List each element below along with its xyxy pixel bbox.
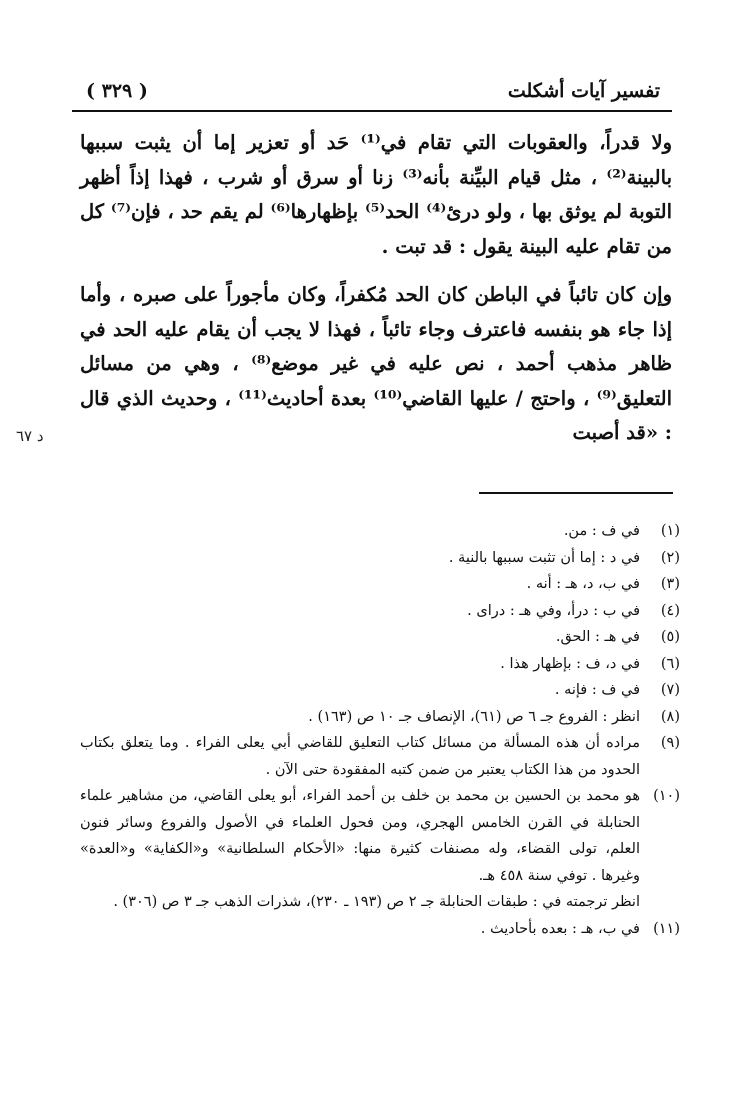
footnote-text: في ب، د، هـ : أنه . (526, 576, 640, 592)
footnote-text: في ف : من. (563, 523, 640, 539)
footnote-11 (80, 916, 680, 943)
footnote-text: في ب : درأ، وفي هـ : دراى . (467, 602, 640, 619)
footnote-1 (80, 518, 680, 545)
footnote-number: (٧) (660, 682, 680, 698)
footnote-4 (80, 598, 680, 625)
footnote-number: (١١) (653, 920, 680, 937)
book-title: تفسير آيات أشكلت (507, 80, 660, 102)
footnote-number: (٥) (660, 629, 680, 645)
footnote-number: (٤) (660, 602, 680, 619)
footnote-number: (٦) (660, 655, 680, 672)
paragraph-1: ولا قدراً، والعقوبات التي تقام في⁽¹⁾ حَد أو تعزير إما أن يثبت سببها بالبينة⁽²⁾ ، مثل قيام البيِّنة بأنه⁽³⁾ زنا أو سرق أو شرب ، فهذا إذاً أظهر التوبة لم يوثق بها ، ولو درئ⁽⁴⁾ الحد⁽⁵⁾ بإظهارها⁽⁶⁾ لم يقم حد ، فإن⁽⁷⁾ كل من تقام عليه البينة يقول : قد تبت . (80, 131, 672, 258)
footnote-separator (479, 492, 673, 494)
page-number: ( ٣٢٩ ) (86, 80, 148, 102)
footnote-9 (80, 730, 680, 783)
footnote-8 (80, 704, 680, 731)
footnote-text: انظر ترجمته في : طبقات الحنابلة جـ ٢ ص (١٩٣ ـ ٢٣٠)، شذرات الذهب جـ ٣ ص (٣٠٦) . (113, 894, 640, 910)
footnote-number: (٣) (660, 576, 680, 592)
footnote-text: هو محمد بن الحسين بن محمد بن خلف بن أحمد الفراء، أبو يعلى القاضي، من مشاهير علماء الحنابلة في القرن الخامس الهجري، ومن فحول العلماء في الأصول والفروع وسائر فنون العلم، تولى القضاء، وله مصنفات كثيرة منها: «الأحكام السلطانية» و«الكفاية» و«العدة» وغيرها . توفي سنة ٤٥٨ هـ. (80, 788, 640, 884)
paragraph-2: وإن كان تائباً في الباطن كان الحد مُكفراً، وكان مأجوراً على صبره ، وأما إذا جاء هو بنفسه فاعترف وجاء تائباً ، فهذا لا يجب أن يقام عليه الحد في ظاهر مذهب أحمد ، نص عليه في غير موضع⁽⁸⁾ ، وهي من مسائل التعليق⁽⁹⁾ ، واحتج / عليها القاضي⁽¹⁰⁾ بعدة أحاديث⁽¹¹⁾ ، وحديث الذي قال : «قد أصبت (80, 283, 673, 444)
footnote-text: في د : إما أن تثبت سببها بالنية . (448, 549, 640, 566)
running-header (72, 72, 672, 112)
footnote-10 (80, 783, 680, 889)
footnote-number (640, 889, 680, 916)
footnote-6 (80, 651, 680, 678)
footnote-text: مراده أن هذه المسألة من مسائل كتاب التعليق للقاضي أبي يعلى الفراء . وما يتعلق بكتاب الحدود من هذا الكتاب يعتبر من ضمن كتبه المفقودة حتى الآن . (80, 735, 640, 778)
footnote-text: في ب، هـ : بعده بأحاديث . (480, 920, 640, 937)
footnote-5 (80, 624, 680, 651)
footnote-number: (٢) (660, 549, 680, 566)
footnote-3 (80, 571, 680, 598)
footnote-text: في ف : فإنه . (554, 682, 640, 698)
footnote-number: (١) (660, 523, 680, 539)
footnote-10-continued (80, 889, 680, 916)
footnote-text: في د، ف : بإظهار هذا . (500, 655, 640, 672)
main-text (80, 126, 672, 451)
manuscript-margin-note: د ٦٧ (16, 427, 44, 445)
footnote-text: في هـ : الحق. (555, 629, 640, 645)
footnote-number: (١٠) (653, 788, 680, 804)
footnotes (80, 518, 680, 942)
footnote-number: (٩) (660, 735, 680, 751)
footnote-7 (80, 677, 680, 704)
footnote-number: (٨) (660, 708, 680, 725)
footnote-2 (80, 545, 680, 572)
footnote-text: انظر : الفروع جـ ٦ ص (٦١)، الإنصاف جـ ١٠ ص (١٦٣) . (308, 708, 640, 725)
header-rule (72, 110, 672, 112)
